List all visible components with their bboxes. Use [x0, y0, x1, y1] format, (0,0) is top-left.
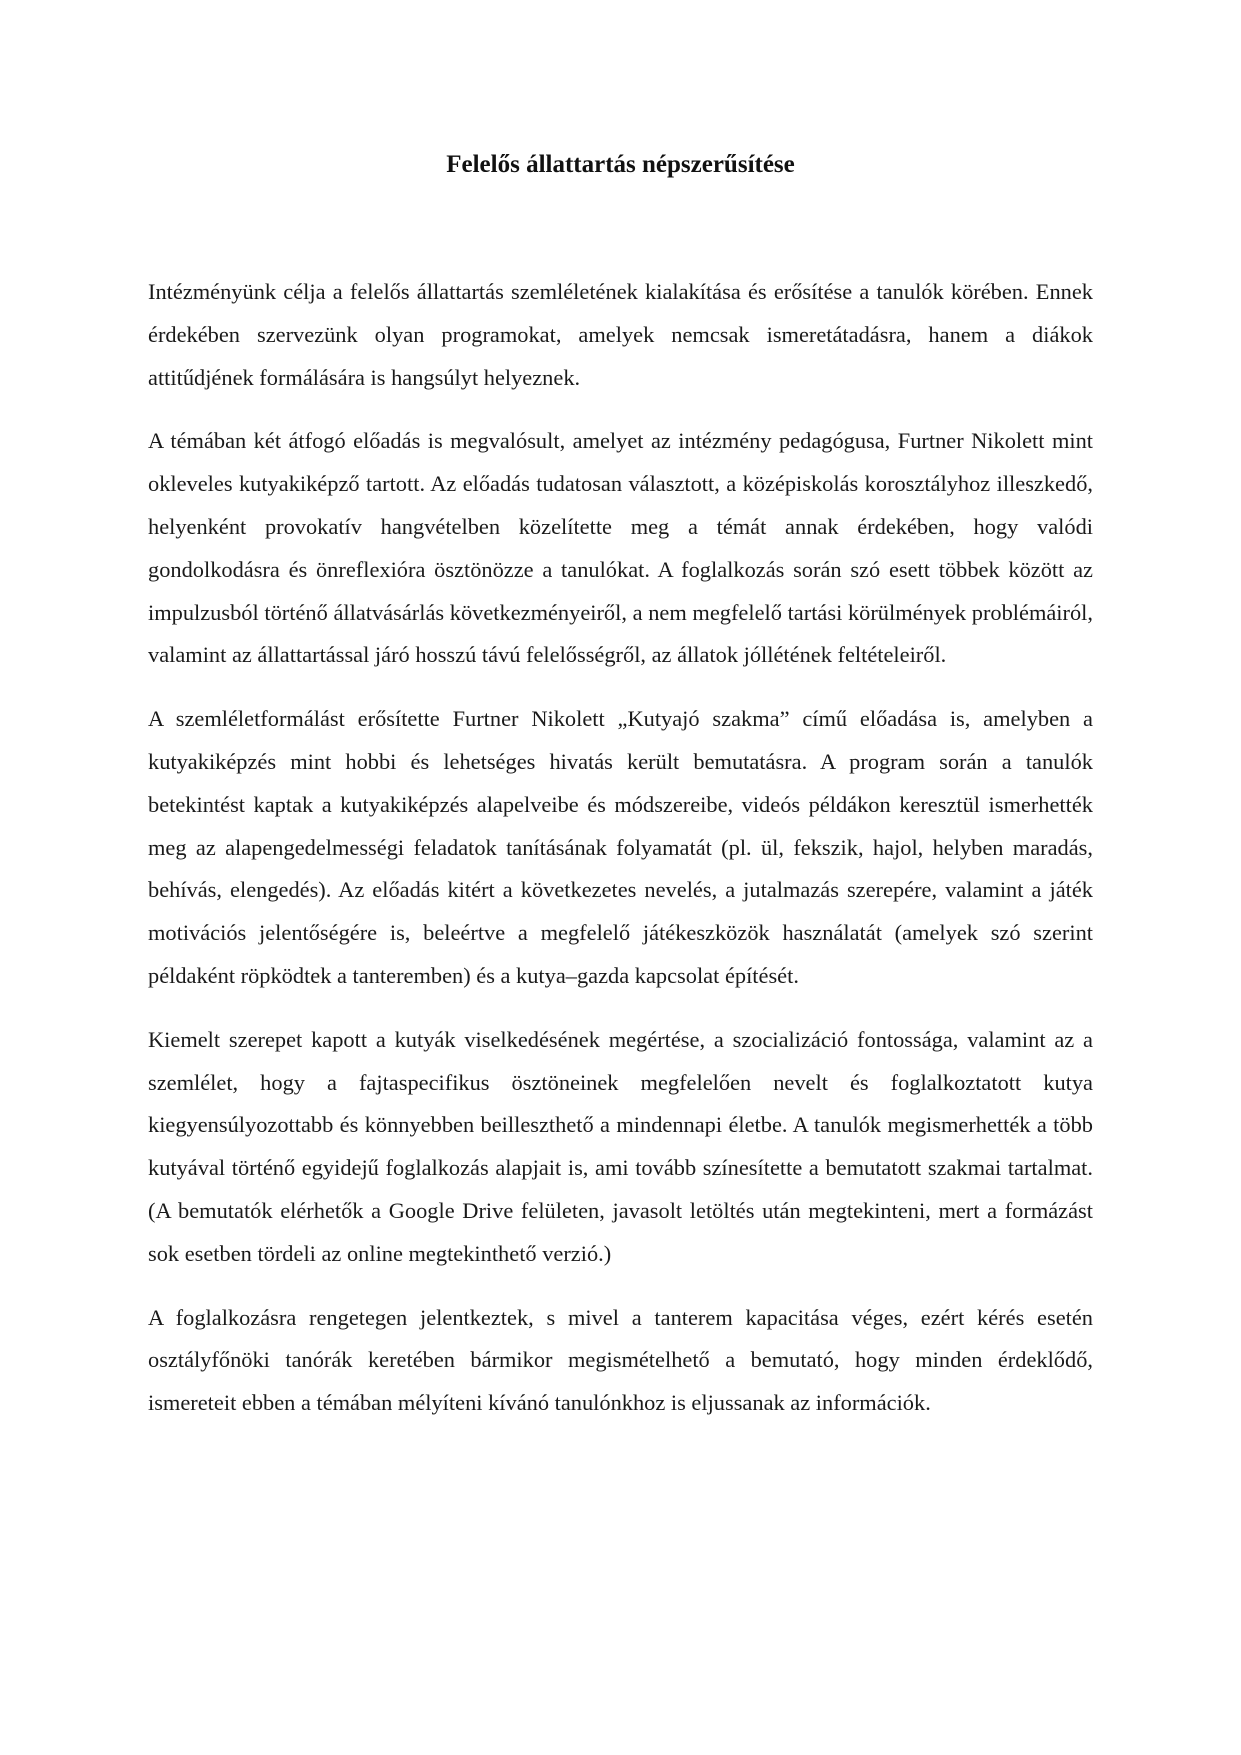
document-title: Felelős állattartás népszerűsítése	[446, 151, 795, 178]
paragraph-behavior: Kiemelt szerepet kapott a kutyák viselkedésének megértése, a szocializáció fontossága, valamint az a szemlélet, hogy a fajtaspecifikus ösztöneinek megfelelően nevelt és foglalkoztatott kutya kiegyensúlyozottabb és könnyebben beilleszthető a mindennapi életbe. A tanulók megismerhették a több kutyával történő egyidejű foglalkozás alapjait is, ami tovább színesítette a bemutatott szakmai tartalmat. (A bemutatók elérhetők a Google Drive felületen, javasolt letöltés után megtekinteni, mert a formázást sok esetben tördeli az online megtekinthető verzió.)	[148, 1026, 1093, 1266]
paragraph-intro: Intézményünk célja a felelős állattartás szemléletének kialakítása és erősítése a tanulók körében. Ennek érdekében szervezünk olyan programokat, amelyek nemcsak ismeretátadásra, hanem a diákok attitűdjének formálására is hangsúlyt helyeznek.	[148, 279, 1093, 390]
paragraph-kutyajo-szakma: A szemléletformálást erősítette Furtner Nikolett „Kutyajó szakma” című előadása is, amelyben a kutyakiképzés mint hobbi és lehetséges hivatás került bemutatásra. A program során a tanulók betekintést kaptak a kutyakiképzés alapelveibe és módszereibe, videós példákon keresztül ismerhették meg az alapengedelmességi feladatok tanításának folyamatát (pl. ül, fekszik, hajol, helyben maradás, behívás, elengedés). Az előadás kitért a következetes nevelés, a jutalmazás szerepére, valamint a játék motivációs jelentőségére is, beleértve a megfelelő játékeszközök használatát (amelyek szó szerint példaként röpködtek a tanteremben) és a kutya–gazda kapcsolat építését.	[148, 706, 1093, 988]
paragraph-lectures: A témában két átfogó előadás is megvalósult, amelyet az intézmény pedagógusa, Furtner Nikolett mint okleveles kutyakiképző tartott. Az előadás tudatosan választott, a középiskolás korosztályhoz illeszkedő, helyenként provokatív hangvételben közelítette meg a témát annak érdekében, hogy valódi gondolkodásra és önreflexióra ösztönözze a tanulókat. A foglalkozás során szó esett többek között az impulzusból történő állatvásárlás következményeiről, a nem megfelelő tartási körülmények problémáiról, valamint az állattartással járó hosszú távú felelősségről, az állatok jóllétének feltételeiről.	[148, 428, 1093, 668]
paragraph-closing: A foglalkozásra rengetegen jelentkeztek, s mivel a tanterem kapacitása véges, ezért kérés esetén osztályfőnöki tanórák keretében bármikor megismételhető a bemutató, hogy minden érdeklődő, ismereteit ebben a témában mélyíteni kívánó tanulónkhoz is eljussanak az információk.	[148, 1304, 1093, 1416]
document-body	[148, 271, 1093, 1446]
